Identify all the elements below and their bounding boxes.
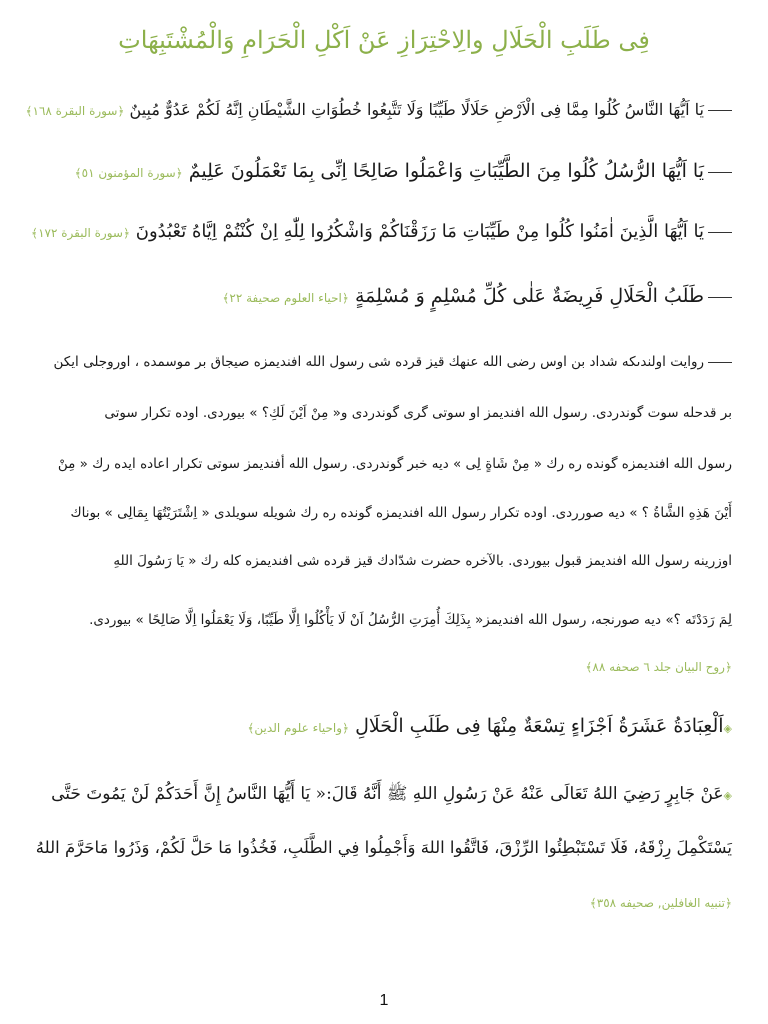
verse-reference: احياء العلوم صحيفة ٢٢ <box>229 291 342 305</box>
ornament-icon: ﴾ <box>589 896 597 910</box>
ornament-icon: ﴿ <box>117 104 125 118</box>
page-number: 1 <box>379 992 389 1009</box>
verse-reference: سورة البقرة ١٦٨ <box>32 104 118 118</box>
ornament-icon: ﴾ <box>25 104 33 118</box>
ornament-icon: ﴿ <box>724 660 732 674</box>
hadith-text: اَلْعِبَادَةُ عَشَرَةُ اَجْزَاءٍ تِسْعَةٌ مِنْهَا فِى طَلَبِ الْحَلَالِ <box>355 715 724 737</box>
bullet-icon: ◈ <box>723 722 732 735</box>
ornament-icon: ﴿ <box>341 291 349 305</box>
bullet-icon: ◈ <box>723 789 732 802</box>
hadith2-line-1: ◈عَنْ جَابِرٍ رَضِيَ اللهُ تَعَالَى عَنْهُ عَنْ رَسُولِ اللهِ ﷺ أَنَّهُ قَالَ:« يَا أَيُّهَا النَّاسُ إِنَّ أَحَدَكُمْ لَنْ يَمُوتَ حَتَّى <box>51 784 732 804</box>
dash-marker <box>708 232 732 233</box>
page-title: فِى طَلَبِ الْحَلَالِ والِاحْتِرَازِ عَنْ اَكْلِ الْحَرَامِ وَالْمُشْتَبِهَاتِ <box>118 26 650 54</box>
story-line-3: رسول الله افنديمزه گونده ره رك « مِنْ شَاةٍ لِى » ديه خبر گوندردى. رسول الله أفنديمز سوتى تكرار اعاده ايده رك « مِنْ <box>57 456 732 472</box>
story-line-2: بر قدحله سوت گوندردى. رسول الله افنديمز او سوتى گرى گوندردى و« مِنْ اَيْنَ لَكِ؟ » بيوردى. اوده تكرار سوتى <box>104 405 732 421</box>
story-line-6: لِمَ رَدَدْتَه ؟» ديه صورنجه، رسول الله افنديمز« بِذَلِكَ أُمِرَتِ الرُّسُلُ اَنْ لَا يَأْكُلُوا اِلَّا طَيِّبًا، وَلَا يَعْمَلُوا اِلَّا صَالِحًا » بيوردى. <box>89 612 732 628</box>
verse-text: يَا اَيُّهَا النَّاسُ كُلُوا مِمَّا فِى الْاَرْضِ حَلَالًا طَيِّبًا وَلَا تَتَّبِعُوا خُطُوَاتِ الشَّيْطَانِ اِنَّهُ لَكُمْ عَدُوٌّ مُبِينٌ <box>129 100 704 119</box>
verse-reference: سورة المؤمنون ٥١ <box>81 166 176 180</box>
hadith2-source: ﴿تنبيه الغافلين, صحيفه ٣٥٨﴾ <box>589 896 732 910</box>
hadith-reference: واحياء علوم الدين <box>254 721 343 735</box>
ornament-icon: ﴿ <box>724 896 732 910</box>
ornament-icon: ﴾ <box>31 226 39 240</box>
verse-reference: سورة البقرة ١٧٢ <box>38 226 123 240</box>
story-line-1: روايت اولندىكه شداد بن اوس رضى الله عنهك قيز قرده شى رسول الله افنديمزه صيجاق بر موسمده ، اوروجلى ايكن <box>32 354 732 370</box>
verse-line-3 <box>22 221 732 242</box>
story-line-5: اوزرينه رسول الله افنديمز قبول بيوردى. بالآخره حضرت شدّادك قيز قرده شى افنديمزه كله رك « يَا رَسُولَ اللهِ <box>113 553 732 569</box>
dash-marker <box>708 362 732 363</box>
verse-text: طَلَبُ الْحَلَالِ فَرِيضَةٌ عَلٰى كُلِّ مُسْلِمٍ وَ مُسْلِمَةٍ <box>354 285 704 307</box>
story-line-4: أَيْنَ هَذِهِ الشَّاةُ ؟ » ديه صورردى. اوده تكرار رسول الله افنديمزه گونده ره رك شويله سويلدى « اِشْتَرَيْتُهَا بِمَالِى » بوناك <box>70 505 732 521</box>
story-source: ﴿روح البيان جلد ٦ صحفه ٨٨﴾ <box>585 660 732 674</box>
verse-line-2 <box>22 160 732 182</box>
ornament-icon: ﴾ <box>585 660 593 674</box>
dash-marker <box>708 297 732 298</box>
ornament-icon: ﴾ <box>247 721 255 735</box>
hadith2-line-2: يَسْتَكْمِلَ رِزْقَهُ، فَلَا تَسْتَبْطِئُوا الرِّزْقَ، فَاتَّقُوا اللهَ وَأَجْمِلُوا فِي الطَّلَبِ، فَخُذُوا مَا حَلَّ لَكُمْ، وَذَرُوا مَاحَرَّمَ اللهُ <box>35 838 732 857</box>
verse-text: يَا اَيُّهَا الَّذِينَ اٰمَنُوا كُلُوا مِنْ طَيِّبَاتِ مَا رَزَقْنَاكُمْ وَاشْكُرُوا لِلّٰهِ اِنْ كُنْتُمْ اِيَّاهُ تَعْبُدُونَ <box>135 221 704 242</box>
dash-marker <box>708 110 732 111</box>
ornament-icon: ﴾ <box>74 166 82 180</box>
ornament-icon: ﴿ <box>342 721 350 735</box>
ornament-icon: ﴿ <box>122 226 130 240</box>
dash-marker <box>708 172 732 173</box>
ornament-icon: ﴿ <box>175 166 183 180</box>
verse-text: يَا اَيُّهَا الرُّسُلُ كُلُوا مِنَ الطَّيِّبَاتِ وَاعْمَلُوا صَالِحًا اِنِّى بِمَا تَعْمَلُونَ عَلِيمٌ <box>188 160 704 182</box>
verse-line-4 <box>22 285 732 307</box>
ornament-icon: ﴾ <box>222 291 230 305</box>
hadith-line-1 <box>22 715 732 737</box>
verse-line-1 <box>22 100 732 119</box>
